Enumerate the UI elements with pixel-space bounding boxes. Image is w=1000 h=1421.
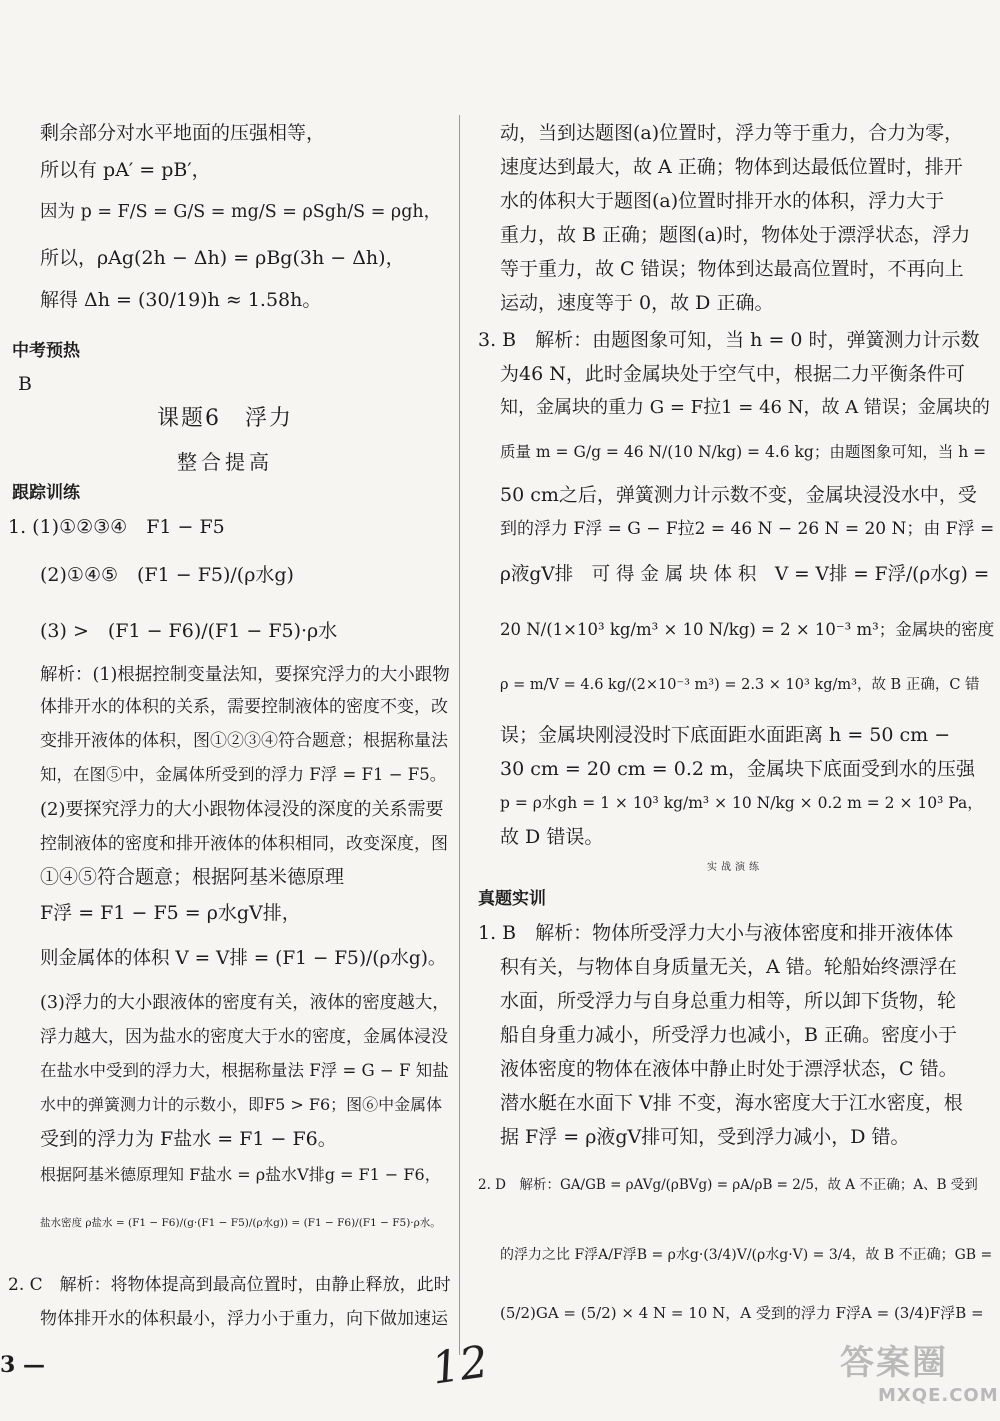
left-body-line: 变排开液体的体积，图①②③④符合题意；根据称量法 [40,731,448,751]
left-body-line: 水中的弹簧测力计的示数小，即F5 > F6；图⑥中金属体 [40,1095,443,1114]
left-body-line: 1. (1)①②③④ F1 − F5 [8,516,225,538]
right-body-line: 20 N/(1×10³ kg/m³ × 10 N/kg) = 2 × 10⁻³ m³；金属块的密度 [500,620,995,639]
right-body-line: p = ρ水gh = 1 × 10³ kg/m³ × 10 N/kg × 0.2 m = 2 × 10³ Pa， [500,794,983,812]
left-body-line: 浮力越大，因为盐水的密度大于水的密度，金属体浸没 [40,1027,448,1047]
handwritten-number: 12 [428,1336,492,1395]
section-zhenghe: 整合提高 [177,450,273,474]
heading-genzong: 跟踪训练 [12,483,80,503]
left-text-line: 剩余部分对水平地面的压强相等， [40,122,326,144]
left-body-line: 物体排开水的体积最小，浮力小于重力，向下做加速运 [40,1309,448,1329]
right-body-line: 运动，速度等于 0，故 D 正确。 [500,292,774,314]
watermark-cn: 答案圈 [840,1343,948,1383]
right-body2-line: 潜水艇在水面下 V排 不变，海水密度大于江水密度，根 [500,1092,963,1114]
left-body-line: 体排开水的体积的关系，需要控制液体的密度不变，改 [40,697,448,717]
left-body-line: 盐水密度 ρ盐水 = (F1 − F6)/(g·(F1 − F5)/(ρ水g)) = (F1 − F6)/(F1 − F5)·ρ水。 [40,1217,441,1229]
right-body2-line: 积有关，与物体自身质量无关，A 错。轮船始终漂浮在 [500,956,957,978]
right-body2-line: 2. D 解析：GA/GB = ρAVg/(ρBVg) = ρA/ρB = 2/5，故 A 不正确；A、B 受到 [478,1177,978,1193]
right-body-line: 重力，故 B 正确；题图(a)时，物体处于漂浮状态，浮力 [500,224,971,246]
left-body-line: (3) > (F1 − F6)/(F1 − F5)·ρ水 [40,620,338,642]
right-body-line: 故 D 错误。 [500,826,604,848]
right-body-line: ρ = m/V = 4.6 kg/(2×10⁻³ m³) = 2.3 × 10³ kg/m³，故 B 正确，C 错 [500,677,980,693]
right-body2-line: 液体密度的物体在液体中静止时处于漂浮状态，C 错。 [500,1058,958,1080]
right-body-line: 质量 m = G/g = 46 N/(10 N/kg) = 4.6 kg；由题图象可知，当 h = [500,443,987,461]
page-number: 3 — [0,1352,45,1378]
left-body-line: 解析：(1)根据控制变量法知，要探究浮力的大小跟物 [40,665,450,685]
left-body-line: (3)浮力的大小跟液体的密度有关，液体的密度越大， [40,993,450,1013]
right-body-line: ρ液gV排 可 得 金 属 块 体 积 V = V排 = F浮/(ρ水g) = [500,564,990,585]
heading-zhongkao: 中考预热 [12,341,80,361]
right-body2-line: 水面，所受浮力与自身总重力相等，所以卸下货物，轮 [500,990,957,1012]
right-body2-line: 1. B 解析：物体所受浮力大小与液体密度和排开液体体 [478,922,954,944]
right-body2-line: 船自身重力减小，所受浮力也减小，B 正确。密度小于 [500,1024,958,1046]
right-body-line: 3. B 解析：由题图象可知，当 h = 0 时，弹簧测力计示数 [478,329,980,351]
watermark-logo [840,1335,999,1415]
left-body-line: 则金属体的体积 V = V排 = (F1 − F5)/(ρ水g)。 [40,948,447,969]
left-body-line: 2. C 解析：将物体提高到最高位置时，由静止释放，此时 [8,1275,451,1295]
heading-zhenti: 真题实训 [478,889,546,909]
left-body-line: 控制液体的密度和排开液体的体积相同，改变深度，图 [40,834,448,854]
column-divider [459,115,460,1355]
left-body-line: 知，在图⑤中，金属体所受到的浮力 F浮 = F1 − F5。 [40,765,447,784]
section-shizhan: 实战演练 [707,862,763,873]
right-body-line: 水的体积大于题图(a)位置时排开水的体积，浮力大于 [500,190,945,212]
right-body2-line: 据 F浮 = ρ液gV排可知，受到浮力减小，D 错。 [500,1126,910,1148]
left-body-line: F浮 = F1 − F5 = ρ水gV排， [40,902,301,924]
zhongkao-answer: B [18,373,32,395]
right-body2-line: 的浮力之比 F浮A/F浮B = ρ水g·(3/4)V/(ρ水g·V) = 3/4，故 B 不正确；GB = [500,1247,993,1263]
left-text-line: 所以，ρAg(2h − Δh) = ρBg(3h − Δh)， [40,247,405,269]
left-body-line: 在盐水中受到的浮力大，根据称量法 F浮 = G − F 知盐 [40,1061,449,1080]
left-body-line: ①④⑤符合题意；根据阿基米德原理 [40,866,345,888]
left-body-line: 受到的浮力为 F盐水 = F1 − F6。 [40,1128,337,1150]
left-text-line: 所以有 pA′ = pB′， [40,159,211,181]
right-body-line: 动，当到达题图(a)位置时，浮力等于重力，合力为零， [500,122,964,144]
left-text-line: 因为 p = F/S = G/S = mg/S = ρSgh/S = ρgh， [40,202,442,222]
right-body-line: 50 cm之后，弹簧测力计示数不变，金属块浸没水中，受 [500,484,977,506]
left-body-line: (2)①④⑤ (F1 − F5)/(ρ水g) [40,564,294,586]
left-text-line: 解得 Δh = (30/19)h ≈ 1.58h。 [40,289,322,311]
right-body-line: 速度达到最大，故 A 正确；物体到达最低位置时，排开 [500,156,963,178]
right-body-line: 等于重力，故 C 错误；物体到达最高位置时，不再向上 [500,258,964,280]
left-body-line: 根据阿基米德原理知 F盐水 = ρ盐水V排g = F1 − F6， [40,1165,441,1184]
right-body2-line: (5/2)GA = (5/2) × 4 N = 10 N，A 受到的浮力 F浮A = (3/4)F浮B = [500,1304,984,1322]
lesson-title: 课题6 浮力 [157,406,293,431]
right-body-line: 30 cm = 20 cm = 0.2 m，金属块下底面受到水的压强 [500,758,976,780]
right-body-line: 误；金属块刚浸没时下底面距水面距离 h = 50 cm − [500,724,951,746]
watermark-en: MXQE.COM [878,1385,999,1406]
right-body-line: 到的浮力 F浮 = G − F拉2 = 46 N − 26 N = 20 N；由 F浮 = [500,519,995,539]
left-body-line: (2)要探究浮力的大小跟物体浸没的深度的关系需要 [40,799,444,820]
right-body-line: 知，金属块的重力 G = F拉1 = 46 N，故 A 错误；金属块的 [500,397,990,418]
right-body-line: 为46 N，此时金属块处于空气中，根据二力平衡条件可 [500,363,965,385]
